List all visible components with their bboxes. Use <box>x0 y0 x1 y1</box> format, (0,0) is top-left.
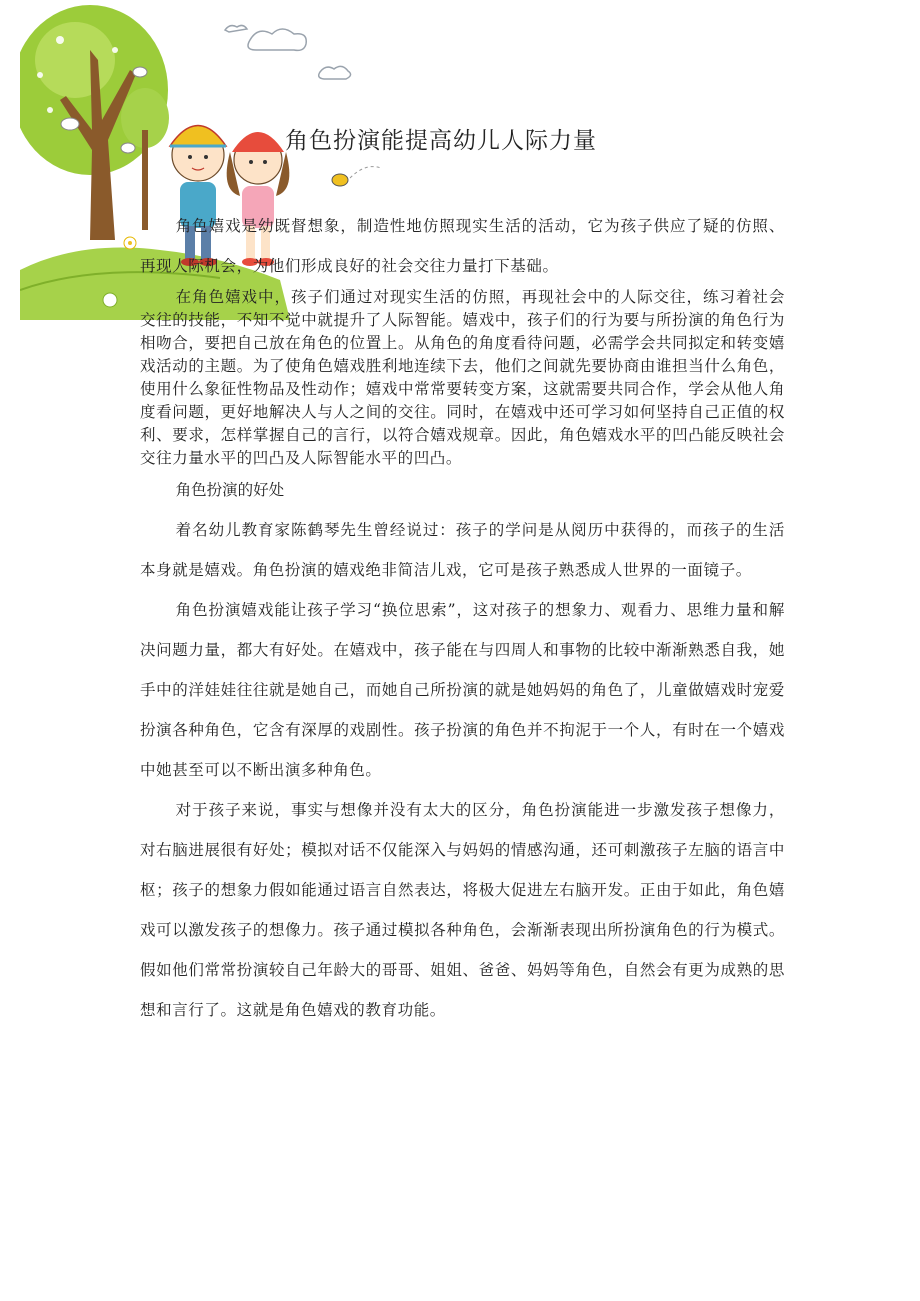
paragraph-chen-heqin: 着名幼儿教育家陈鹤琴先生曾经说过：孩子的学问是从阅历中获得的，而孩子的生活本身就是嬉戏。角色扮演的嬉戏绝非简洁儿戏，它可是孩子熟悉成人世界的一面镜子。 <box>140 521 785 579</box>
page-title: 角色扮演能提高幼儿人际力量 <box>285 128 597 154</box>
paragraph-perspective: 角色扮演嬉戏能让孩子学习“换位思索”，这对孩子的想象力、观看力、思维力量和解决问题力量，都大有好处。在嬉戏中，孩子能在与四周人和事物的比较中渐渐熟悉自我，她手中的洋娃娃往往就是她自己，而她自己所扮演的就是她妈妈的角色了，儿童做嬉戏时宠爱扮演各种角色，它含有深厚的戏剧性。孩子扮演的角色并不拘泥于一个人，有时在一个嬉戏中她甚至可以不断出演多种角色。 <box>140 601 785 779</box>
section-heading: 角色扮演的好处 <box>175 481 285 499</box>
bee-icon <box>332 167 380 186</box>
paragraph-social-skills: 在角色嬉戏中，孩子们通过对现实生活的仿照，再现社会中的人际交往，练习着社会交往的技能，不知不觉中就提升了人际智能。嬉戏中，孩子们的行为要与所扮演的角色行为相吻合，要把自己放在角色的位置上。从角色的角度看待问题，必需学会共同拟定和转变嬉戏活动的主题。为了使角色嬉戏胜利地连续下去，他们之间就先要协商由谁担当什么角色，使用什么象征性物品及性动作；嬉戏中常常要转变方案，这就需要共同合作，学会从他人角度看问题，更好地解决人与人之间的交往。同时，在嬉戏中还可学习如何坚持自己正值的权利、要求，怎样掌握自己的言行，以符合嬉戏规章。因此，角色嬉戏水平的凹凸能反映社会交往力量水平的凹凸及人际智能水平的凹凸。 <box>140 288 785 467</box>
paragraph-intro: 角色嬉戏是幼既督想象，制造性地仿照现实生活的活动，它为孩子供应了疑的仿照、再现人际机会，为他们形成良好的社会交往力量打下基础。 <box>140 217 785 275</box>
article-body <box>140 206 785 1030</box>
paragraph-imagination: 对于孩子来说，事实与想像并没有太大的区分，角色扮演能进一步激发孩子想像力，对右脑进展很有好处；模拟对话不仅能深入与妈妈的情感沟通，还可刺激孩子左脑的语言中枢；孩子的想象力假如能通过语言自然表达，将极大促进左右脑开发。正由于如此，角色嬉戏可以激发孩子的想像力。孩子通过模拟各种角色，会渐渐表现出所扮演角色的行为模式。假如他们常常扮演较自己年龄大的哥哥、姐姐、爸爸、妈妈等角色，自然会有更为成熟的思想和言行了。这就是角色嬉戏的教育功能。 <box>140 801 785 1019</box>
cloud-icon <box>225 25 351 79</box>
